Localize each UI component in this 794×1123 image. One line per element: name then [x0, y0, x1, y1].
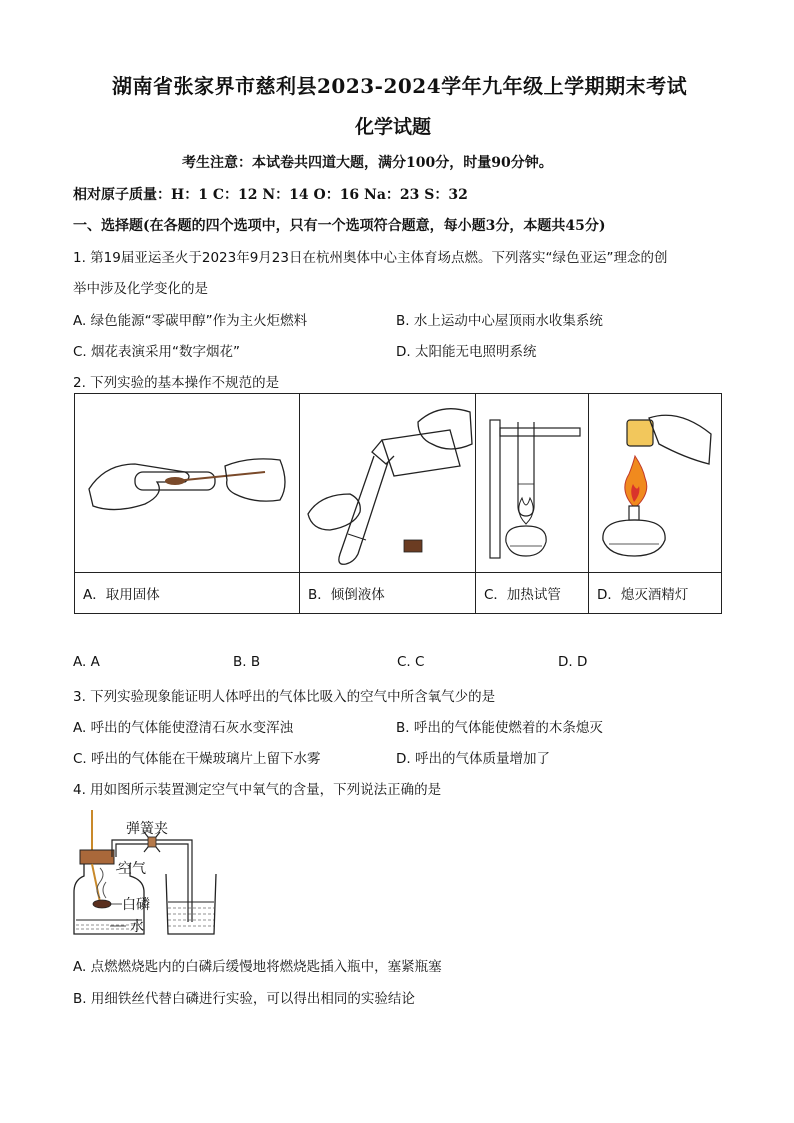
figure-b-cell [300, 394, 476, 573]
q2-option-a: A. A [73, 654, 100, 670]
atomic-mass-line: 相对原子质量：H：1 C：12 N：14 O：16 Na：23 S：32 [73, 187, 468, 203]
q2-figure-table [74, 393, 722, 614]
q4-stem: 4. 用如图所示装置测定空气中氧气的含量，下列说法正确的是 [73, 782, 442, 798]
exam-title: 湖南省张家界市慈利县2023-2024学年九年级上学期期末考试 [112, 74, 688, 98]
q1-option-b: B. 水上运动中心屋顶雨水收集系统 [396, 313, 603, 329]
label-clip: 弹簧夹 [126, 821, 168, 837]
exam-notice: 考生注意：本试卷共四道大题，满分100分，时量90分钟。 [182, 155, 553, 171]
pour-liquid-illustration [300, 394, 475, 568]
exam-subtitle: 化学试题 [355, 116, 432, 138]
q2-option-c: C. C [397, 654, 425, 670]
label-air: 空气 [118, 861, 146, 877]
q2-option-b: B. B [233, 654, 261, 670]
take-solid-illustration [75, 394, 299, 568]
q1-option-d: D. 太阳能无电照明系统 [396, 344, 537, 360]
q3-option-c: C. 呼出的气体能在干燥玻璃片上留下水雾 [73, 751, 321, 767]
q4-option-a: A. 点燃燃烧匙内的白磷后缓慢地将燃烧匙插入瓶中，塞紧瓶塞 [73, 959, 442, 975]
q3-stem: 3. 下列实验现象能证明人体呼出的气体比吸入的空气中所含氧气少的是 [73, 689, 496, 705]
q1-stem-line2: 举中涉及化学变化的是 [73, 281, 208, 297]
figure-c-caption: C．加热试管 [476, 573, 589, 614]
figure-c-cell [476, 394, 589, 573]
q4-option-b: B. 用细铁丝代替白磷进行实验，可以得出相同的实验结论 [73, 991, 415, 1007]
figure-d-caption: D．熄灭酒精灯 [589, 573, 722, 614]
q3-option-b: B. 呼出的气体能使燃着的木条熄灭 [396, 720, 603, 736]
figure-a-cell [75, 394, 300, 573]
label-phosphorus: 白磷 [122, 897, 150, 913]
q2-option-d: D. D [558, 654, 588, 670]
heat-test-tube-illustration [476, 394, 588, 568]
q1-stem-line1: 1. 第19届亚运圣火于2023年9月23日在杭州奥体中心主体育场点燃。下列落实“绿色亚运”理念的创 [73, 250, 668, 266]
q1-option-c: C. 烟花表演采用“数字烟花” [73, 344, 240, 360]
section1-heading: 一、选择题(在各题的四个选项中，只有一个选项符合题意，每小题3分，本题共45分) [73, 218, 606, 234]
q3-option-a: A. 呼出的气体能使澄清石灰水变浑浊 [73, 720, 294, 736]
figure-d-cell [589, 394, 722, 573]
extinguish-lamp-illustration [589, 394, 721, 568]
q1-option-a: A. 绿色能源“零碳甲醇”作为主火炬燃料 [73, 313, 308, 329]
figure-b-caption: B．倾倒液体 [300, 573, 476, 614]
figure-a-caption: A．取用固体 [75, 573, 300, 614]
q2-stem: 2. 下列实验的基本操作不规范的是 [73, 375, 280, 391]
q3-option-d: D. 呼出的气体质量增加了 [396, 751, 550, 767]
label-water: 水 [130, 919, 144, 935]
